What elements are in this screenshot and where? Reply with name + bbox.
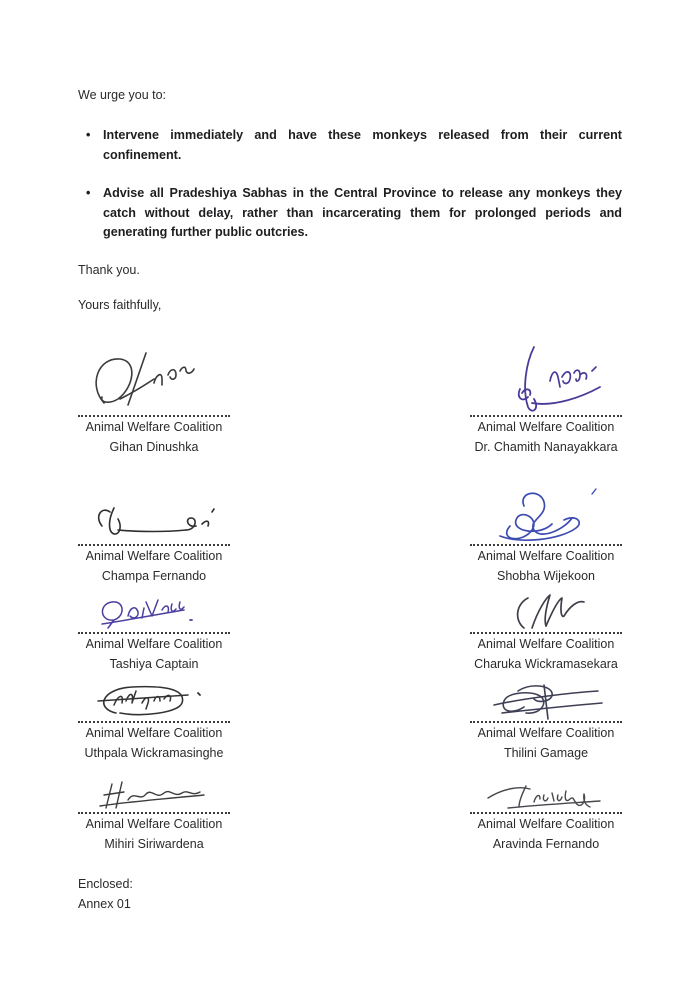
signature-block	[470, 586, 622, 674]
signature-name: Mihiri Siriwardena	[104, 836, 204, 851]
signature-org: Animal Welfare Coalition	[477, 419, 615, 434]
signature-grid	[78, 315, 622, 854]
enclosed-label: Enclosed:	[78, 876, 133, 891]
signature-row	[78, 763, 622, 854]
signature-row	[78, 674, 622, 763]
signature-area	[470, 763, 622, 812]
signature-block	[470, 763, 622, 854]
signature-area	[470, 315, 622, 415]
signature-org: Animal Welfare Coalition	[477, 816, 615, 831]
signature-name: Uthpala Wickramasinghe	[84, 745, 224, 760]
valediction-line: Yours faithfully,	[78, 297, 162, 312]
signature-org: Animal Welfare Coalition	[477, 636, 615, 651]
bullet-item	[78, 184, 622, 243]
signature-block	[470, 457, 622, 586]
signature-shobha-wijekoon	[476, 484, 616, 544]
signature-org: Animal Welfare Coalition	[477, 725, 615, 740]
signature-area	[78, 457, 230, 544]
signature-uthpala-wickramasinghe	[84, 677, 224, 721]
bullet-text: Intervene immediately and have these monkeys released from their current confinement.	[103, 128, 622, 162]
bullet-item	[78, 126, 622, 165]
signature-org: Animal Welfare Coalition	[85, 725, 223, 740]
signature-name: Tashiya Captain	[109, 656, 199, 671]
signature-charuka-wickramasekara	[476, 590, 616, 632]
enclosure-section	[78, 874, 622, 914]
signature-block	[78, 763, 230, 854]
signature-champa-fernando	[84, 502, 224, 544]
signature-area	[78, 315, 230, 415]
signature-block	[78, 457, 230, 586]
signature-mihiri-siriwardena	[84, 780, 224, 812]
signature-chamith-nanayakkara	[476, 345, 616, 415]
signature-org: Animal Welfare Coalition	[477, 548, 615, 563]
signature-name: Gihan Dinushka	[109, 439, 199, 454]
intro-line: We urge you to:	[78, 88, 167, 102]
signature-block	[78, 586, 230, 674]
signature-block	[78, 674, 230, 763]
signature-block	[470, 674, 622, 763]
signature-row	[78, 457, 622, 586]
bullet-marker: •	[86, 128, 91, 142]
signature-org: Animal Welfare Coalition	[85, 548, 223, 563]
signature-area	[78, 586, 230, 632]
signature-area	[470, 674, 622, 721]
signature-area	[78, 674, 230, 721]
signature-gihan-dinushka	[84, 347, 224, 415]
signature-aravinda-fernando	[476, 782, 616, 812]
thank-you-line: Thank you.	[78, 262, 140, 277]
signature-row	[78, 315, 622, 457]
signature-thilini-gamage	[476, 679, 616, 721]
signature-area	[78, 763, 230, 812]
signature-name: Shobha Wijekoon	[497, 568, 595, 583]
signature-name: Aravinda Fernando	[492, 836, 600, 851]
signature-name: Dr. Chamith Nanayakkara	[474, 439, 618, 454]
signature-name: Charuka Wickramasekara	[474, 656, 618, 671]
signature-block	[470, 315, 622, 457]
signature-org: Animal Welfare Coalition	[85, 816, 223, 831]
signature-name: Thilini Gamage	[503, 745, 589, 760]
bullet-text: Advise all Pradeshiya Sabhas in the Central Province to release any monkeys they catch without delay, rather than incarcerating them for prolonged periods and generating further public outcries.	[103, 186, 622, 239]
signature-area	[470, 586, 622, 632]
signature-row	[78, 586, 622, 674]
signature-block	[78, 315, 230, 457]
signature-area	[470, 457, 622, 544]
signature-org: Animal Welfare Coalition	[85, 636, 223, 651]
enclosed-item: Annex 01	[78, 896, 131, 911]
signature-name: Champa Fernando	[101, 568, 207, 583]
bullet-marker: •	[86, 186, 91, 200]
signature-tashiya-captain	[84, 594, 224, 632]
signature-org: Animal Welfare Coalition	[85, 419, 223, 434]
